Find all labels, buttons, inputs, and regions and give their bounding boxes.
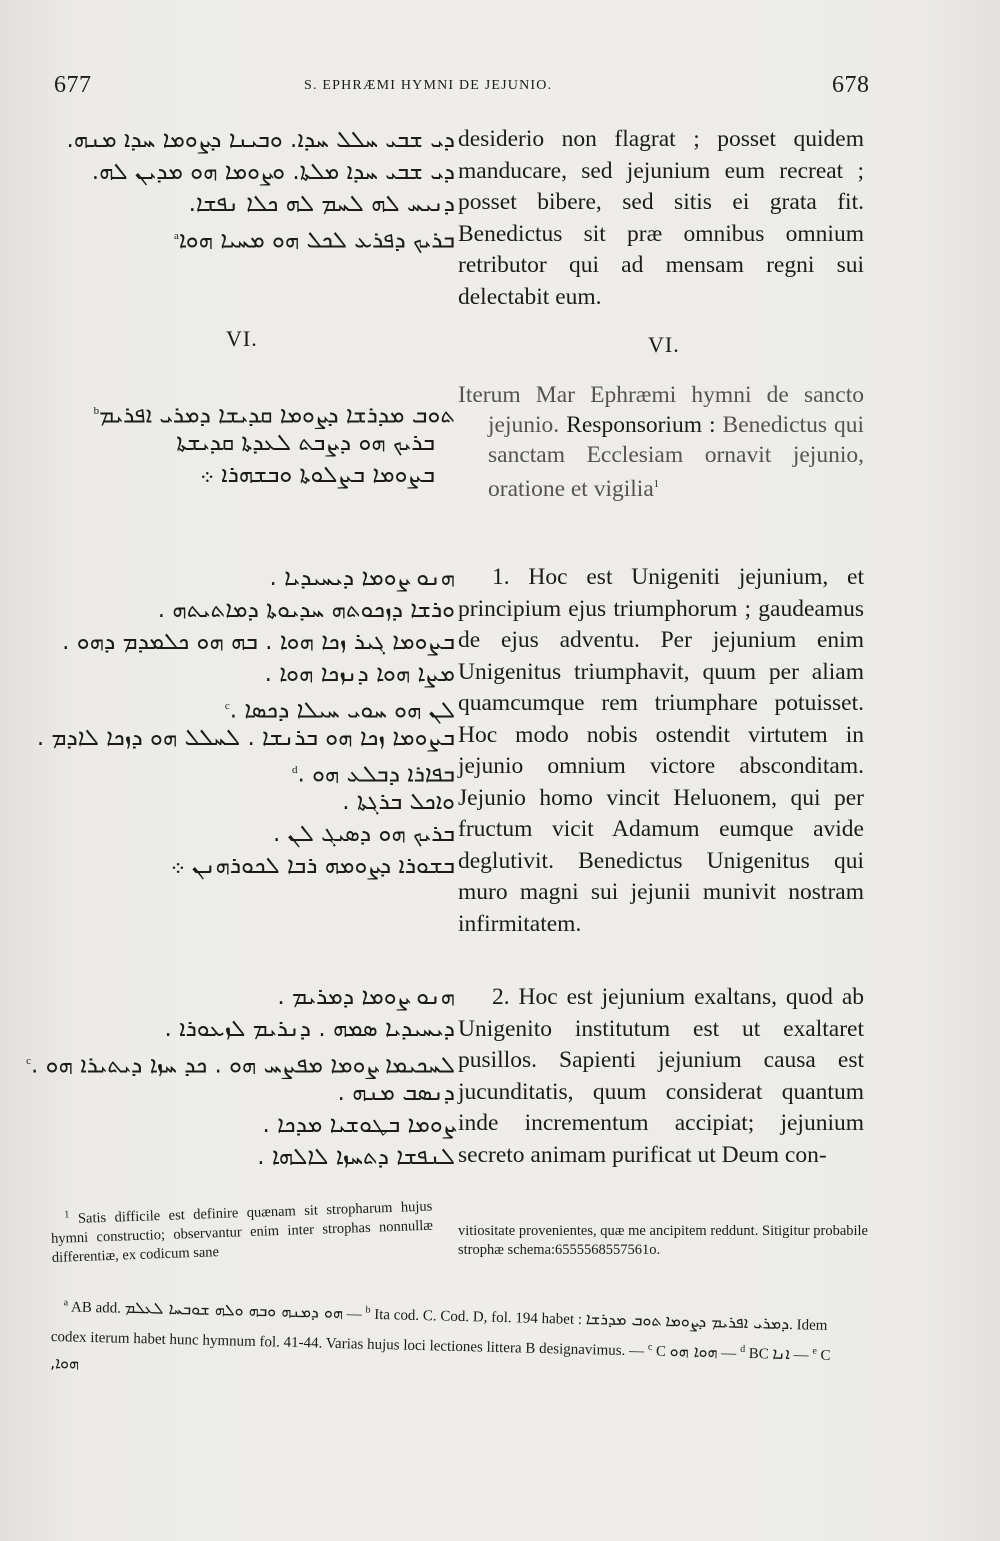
syriac-line: ܒܨܘܡܐ ܙܟܐ ܗܘ ܒܪܢܫܐ . ܠܚܠܠ ܗܘ ܕܙܟܐ ܠܐܕܡ . — [36, 725, 455, 751]
footnote-marker: d — [291, 764, 298, 776]
syriac-line: ܕܝܚܝܕܝܐ ܣܡܗ . ܕܢܪܝܡ ܠܙܥܘܪܐ . — [164, 1016, 455, 1042]
syriac-line: ܡܨܐ ܗܘܐ ܕܢܙܟܐ ܗܘܐ . — [264, 661, 455, 687]
page-number-right: 678 — [832, 72, 870, 98]
syriac-line: ܒܫܘܪܐ ܕܨܘܡܗ ܪܒܐ ܠܟܘܪܗܢܢ ܀ — [170, 853, 455, 879]
syriac-line: ܕܝ ܫܒܝ ܚܕܐ ܡܠܬܐ. ܘܨܘܡܐ ܗܘ ܡܕܝܢ ܠܗ. — [91, 159, 455, 185]
syriac-line: ܠܢܦܫܐ ܕܬܚܙܐ ܠܐܠܗܐ . — [257, 1144, 455, 1170]
apparatus-text: Ita cod. C. Cod. D, fol. 194 habet : — [373, 1306, 583, 1328]
syriac-line: ܒܪܝܟ ܗܘ ܕܨܒܬ ܠܥܕܬܐ ܩܕܝܫܬܐ — [176, 430, 435, 456]
syriac-line: ܕܝ ܫܒܝ ܚܠܠ ܚܕܐ. ܘܒܝܢܐ ܕܨܘܡܐ ܚܕܐ ܡܢܗ. — [66, 127, 455, 153]
apparatus-text: . Idem codex iterum habet hunc hymnum fol. 41-44. Varias hujus loci lectiones littera B designavimus. — [50, 1317, 828, 1360]
hymn-title — [458, 380, 864, 504]
latin-paragraph: 1. Hoc est Unigeniti jejunium, et principium ejus triumphorum ; gaudeamus de ejus adventu. Per jejunium enim Unigenitus triumphavit, quum per aliam quamcumque rem triumphare potuisset. Hoc modo nobis ostendit virtutem in jejunio omnium victore absconditam. Jejunio homo vincit Heluonem, qui per fructum vicit Adamum eumque avide deglutivit. Benedictus Unigenitus qui muro magni sui jejunii munivit nostram infirmitatem. — [458, 564, 864, 937]
syriac-line — [26, 1046, 455, 1079]
apparatus-text: BC — [748, 1346, 769, 1363]
footnote-marker: e — [812, 1345, 818, 1357]
footnote-marker: 1 — [64, 1209, 70, 1221]
syriac-line: ܕܢܝܚ ܠܗ ܠܚܡ ܠܗ ܟܠܐ ܢܦܫܐ. — [188, 191, 455, 217]
footnote-text: Satis difficile est definire quænam sit stropharum hujus hymni constructio; observantur enim inter strophas nonnullæ differentiæ, ex codicum sane — [50, 1198, 434, 1266]
syriac-line — [50, 395, 455, 427]
latin-hymn-title — [458, 380, 864, 504]
apparatus-syriac: ܗܘܐ, — [49, 1352, 80, 1373]
syriac-line: ܗܢܘ ܨܘܡܐ ܕܝܚܝܕܝܐ . — [269, 565, 455, 591]
syriac-line-text: ܒܪܝܟ ܕܦܪܥ ܠܟܠ ܗܘ ܡܚܝܐ ܗܘܐ — [178, 227, 455, 254]
syriac-line: ܒܪܝܟ ܗܘ ܕܣܝܓ ܠܢ . — [272, 821, 455, 847]
footnote-1-right — [458, 1222, 868, 1260]
latin-paragraph: 2. Hoc est jejunium exaltans, quod ab Unigenito institutum est ut exaltaret pusillos. Sapienti jejunium causa est jucunditatis, quum considerat quantum inde incrementum accipiat; jejunium secreto animam purificat ut Deum con- — [458, 984, 864, 1168]
syriac-line: ܒܨܘܡܐ ܒܨܠܘܬܐ ܘܒܫܗܪܐ ܀ — [200, 462, 435, 488]
footnote-marker: c — [26, 1055, 32, 1067]
responsorium-text: Benedictus qui sanctam Ecclesiam ornavit jejunio, oratione et vigilia — [488, 412, 865, 502]
syriac-line-text: ܒܦܐܪܐ ܕܒܠܥ ܗܘ . — [297, 761, 455, 788]
latin-stanza-2 — [458, 982, 864, 1171]
latin-stanza-1 — [458, 562, 864, 940]
syriac-line: ܘܪܫܐ ܕܙܟܘܬܗ ܚܕܝܘܬܐ ܕܡܐܬܝܬܗ . — [157, 597, 455, 623]
syriac-line — [50, 690, 455, 722]
apparatus-syriac: ܗܘܐ ܗܘ — [669, 1341, 718, 1362]
syriac-stanza-2 — [26, 982, 455, 1174]
footnote-1-left — [50, 1193, 434, 1268]
syriac-line-text: ܬܘܒ ܡܕܪܫܐ ܕܨܘܡܐ ܩܕܝܫܐ ܕܡܪܝ ܐܦܪܝܡ — [99, 402, 455, 429]
apparatus-text: C — [655, 1343, 667, 1361]
latin-paragraph: desiderio non flagrat ; posset quidem manducare, sed jejunium eum recreat ; posset bibere, sed sitis ei grata fit. Benedictus sit præ omnibus omnium retributor qui ad mensam regni sui delectabit eum. — [458, 126, 864, 310]
syriac-line: ܗܢܘ ܨܘܡܐ ܕܡܪܝܡ . — [277, 984, 455, 1010]
syriac-line: ܨܘܡܐ ܒܛܘܫܝܐ ܡܕܟܐ . — [262, 1112, 455, 1138]
footnote-marker: c — [224, 700, 230, 712]
syriac-line-text: ܠܢ ܗܘ ܚܘܝ ܚܝܠܐ ܕܟܣܐ . — [229, 697, 455, 724]
footnote-text: vitiositate provenientes, quæ me ancipitem reddunt. Sitigitur probabile strophæ schema:6555568557561o. — [458, 1223, 868, 1258]
hymn-title-text: Iterum Mar Ephræmi hymni de sancto jejunio. — [458, 382, 864, 438]
apparatus-text: C — [820, 1347, 831, 1365]
footnote-marker: a — [63, 1297, 69, 1309]
footnote-marker: b — [93, 405, 100, 417]
latin-continuation — [458, 124, 864, 313]
syriac-line — [50, 220, 455, 252]
footnote-marker: d — [739, 1343, 746, 1355]
apparatus-syriac: ܕܡܪܝ ܐܦܪܝܡ ܕܨܘܡܐ — [665, 1310, 790, 1334]
running-title: S. EPHRÆMI HYMNI DE JEJUNIO. — [304, 78, 553, 93]
critical-apparatus: $^a$ AB add. ܗܘ ܕܡܢܗ ܘܒܗ ܘܠܗ ܫܘܒܚܐ ܠܥܠܡ — $^b$ Ita cod. C. Cod. D, fol. 194 habet : ܬܘܒ ܡܕܪܫܐ ܕܡܪܝ ܐܦܪܝܡ ܕܨܘܡܐ. Idem codex iterum habet hunc hymnum fol. 41-44. Varias hujus loci lectiones littera B designavimus. — $^c$ C ܗܘܐ ܗܘ — $^d$ BC ܐܢܐ — $^e$ C ܗܘܐ, — [49, 1297, 831, 1373]
section-number-latin: VI. — [648, 332, 680, 357]
apparatus-syriac: ܐܢܐ — [772, 1343, 791, 1364]
syriac-line-text: ܠܚܟܝܡܐ ܨܘܡܐ ܡܦܨܚ ܗܘ . ܟܕ ܚܙܐ ܕܝܬܝܪܐ ܗܘ . — [31, 1052, 455, 1079]
footnote-marker: c — [647, 1341, 653, 1353]
footnote-marker: b — [365, 1304, 371, 1316]
syriac-responsory-block — [50, 395, 455, 491]
footnote-marker: a — [173, 230, 179, 242]
syriac-opening-block — [50, 124, 455, 252]
syriac-stanza-1 — [36, 562, 455, 882]
syriac-line: ܕܢܣܒ ܡܢܗ . — [337, 1080, 455, 1106]
apparatus-syriac: ܗܘ ܕܡܢܗ ܘܒܗ ܘܠܗ ܫܘܒܚܐ ܠܥܠܡ — [124, 1297, 344, 1323]
page-number-left: 677 — [54, 72, 92, 98]
footnote-marker: 1 — [653, 479, 659, 490]
syriac-line: ܒܨܘܡܐ ܓܝܪ ܙܟܐ ܗܘܐ . ܒܗ ܗܘ ܟܠܡܕܡ ܕܗܘ . — [62, 629, 455, 655]
apparatus-syriac: ܬܘܒ ܡܕܪܫܐ — [585, 1309, 662, 1330]
section-number-syriac: VI. — [226, 326, 258, 351]
responsorium-label: Responsorium : — [566, 412, 716, 438]
syriac-line — [50, 754, 455, 786]
syriac-line: ܘܐܟܠ ܒܪܓܬܐ . — [342, 789, 455, 815]
apparatus-text: AB add. — [70, 1299, 122, 1317]
